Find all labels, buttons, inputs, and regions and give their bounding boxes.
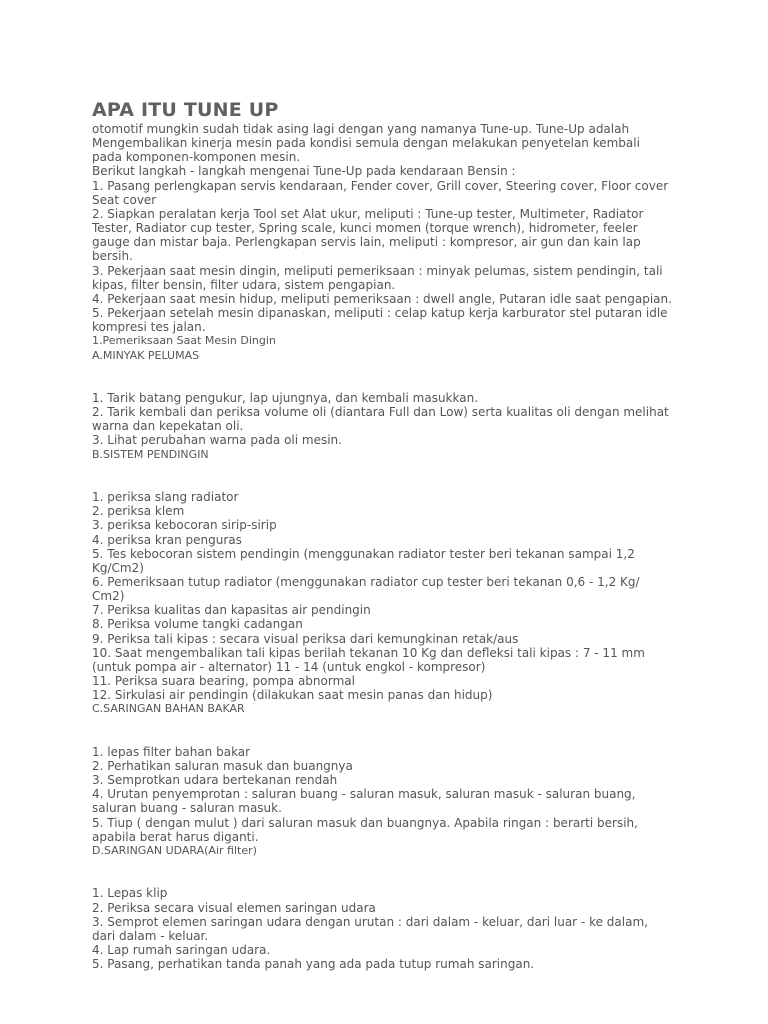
list-item: 11. Periksa suara bearing, pompa abnormal [92, 674, 355, 689]
section-heading: 1.Pemeriksaan Saat Mesin Dingin [92, 334, 276, 348]
spacer [92, 858, 672, 886]
list-item: 5. Pasang, perhatikan tanda panah yang ada pada tutup rumah saringan. [92, 957, 535, 972]
list-item: 2. Periksa secara visual elemen saringan udara [92, 900, 376, 915]
list-item: 5. Tes kebocoran sistem pendingin (menggunakan radiator tester beri tekanan sampai 1,2 Kg/Cm2) [92, 546, 639, 575]
list-item: 9. Periksa tali kipas : secara visual periksa dari kemungkinan retak/aus [92, 631, 519, 646]
subsection-heading: B.SISTEM PENDINGIN [92, 447, 209, 461]
intro-step: 4. Pekerjaan saat mesin hidup, meliputi pemeriksaan : dwell angle, Putaran idle saat pengapian. [92, 291, 672, 306]
section-saringan-bahan-bakar [92, 702, 672, 844]
list-item: 1. Lepas klip [92, 886, 168, 901]
subsection-heading: C.SARINGAN BAHAN BAKAR [92, 702, 245, 716]
list-item: 3. Lihat perubahan warna pada oli mesin. [92, 433, 342, 448]
list-item: 3. Semprotkan udara bertekanan rendah [92, 773, 338, 788]
section-sistem-pendingin [92, 448, 672, 703]
intro-step: 3. Pekerjaan saat mesin dingin, meliputi pemeriksaan : minyak pelumas, sistem pendingin, tali kipas, filter bensin, filter udara, sistem pengapian. [92, 263, 667, 292]
list-item: 12. Sirkulasi air pendingin (dilakukan saat mesin panas dan hidup) [92, 688, 493, 703]
list-item: 4. periksa kran penguras [92, 532, 242, 547]
spacer [92, 363, 672, 391]
list-item: 2. Perhatikan saluran masuk dan buangnya [92, 758, 353, 773]
section-saringan-udara [92, 844, 672, 971]
list-item: 3. Semprot elemen saringan udara dengan urutan : dari dalam - keluar, dari luar - ke dalam, dari dalam - keluar. [92, 914, 652, 943]
list-item: 5. Tiup ( dengan mulut ) dari saluran masuk dan buangnya. Apabila ringan : berarti bersih, apabila berat harus diganti. [92, 815, 642, 844]
document-page [92, 98, 672, 971]
intro-step: 1. Pasang perlengkapan servis kendaraan, Fender cover, Grill cover, Steering cover, Floor cover Seat cover [92, 178, 672, 207]
list-item: 2. periksa klem [92, 504, 185, 519]
list-item: 7. Periksa kualitas dan kapasitas air pendingin [92, 603, 371, 618]
list-item: 8. Periksa volume tangki cadangan [92, 617, 303, 632]
list-item: 1. lepas filter bahan bakar [92, 744, 251, 759]
list-item: 3. periksa kebocoran sirip-sirip [92, 518, 277, 533]
intro-step: 5. Pekerjaan setelah mesin dipanaskan, meliputi : celap katup kerja karburator stel putaran idle kompresi tes jalan. [92, 306, 672, 335]
spacer [92, 462, 672, 490]
list-item: 2. Tarik kembali dan periksa volume oli (diantara Full dan Low) serta kualitas oli dengan melihat warna dan kepekatan oli. [92, 405, 673, 434]
list-item: 6. Pemeriksaan tutup radiator (menggunakan radiator cup tester beri tekanan 0,6 - 1,2 Kg/ Cm2) [92, 574, 644, 604]
subsection-heading: A.MINYAK PELUMAS [92, 348, 200, 362]
spacer [92, 717, 672, 745]
subsection-heading: D.SARINGAN UDARA(Air filter) [92, 843, 257, 857]
intro-step: 2. Siapkan peralatan kerja Tool set Alat ukur, meliputi : Tune-up tester, Multimeter, Radiator Tester, Radiator cup tester, Spring scale, kunci momen (torque wrench), hidrometer, feeler gauge dan mistar baja. Perlengkapan servis lain, meliputi : kompresor, air gun dan kain lap bersih. [92, 206, 648, 264]
list-item: 10. Saat mengembalikan tali kipas berilah tekanan 10 Kg dan defleksi tali kipas : 7 - 11 mm (untuk pompa air - alternator) 11 - 14 (untuk engkol - kompresor) [92, 645, 649, 674]
section-minyak-pelumas [92, 349, 672, 448]
list-item: 4. Lap rumah saringan udara. [92, 943, 271, 957]
intro-steps-lead: Berikut langkah - langkah mengenai Tune-Up pada kendaraan Bensin : [92, 164, 516, 179]
list-item: 1. Tarik batang pengukur, lap ujungnya, dan kembali masukkan. [92, 390, 479, 405]
list-item: 4. Urutan penyemprotan : saluran buang - saluran masuk, saluran masuk - saluran buang, saluran buang - saluran masuk. [92, 787, 640, 816]
list-item: 1. periksa slang radiator [92, 490, 239, 505]
document-title: APA ITU TUNE UP [92, 99, 279, 121]
intro-paragraph: otomotif mungkin sudah tidak asing lagi dengan yang namanya Tune-up. Tune-Up adalah Mengembalikan kinerja mesin pada kondisi semula dengan melakukan penyetelan kembali pada komponen-komponen mesin. [92, 122, 644, 165]
intro-block [92, 122, 672, 334]
